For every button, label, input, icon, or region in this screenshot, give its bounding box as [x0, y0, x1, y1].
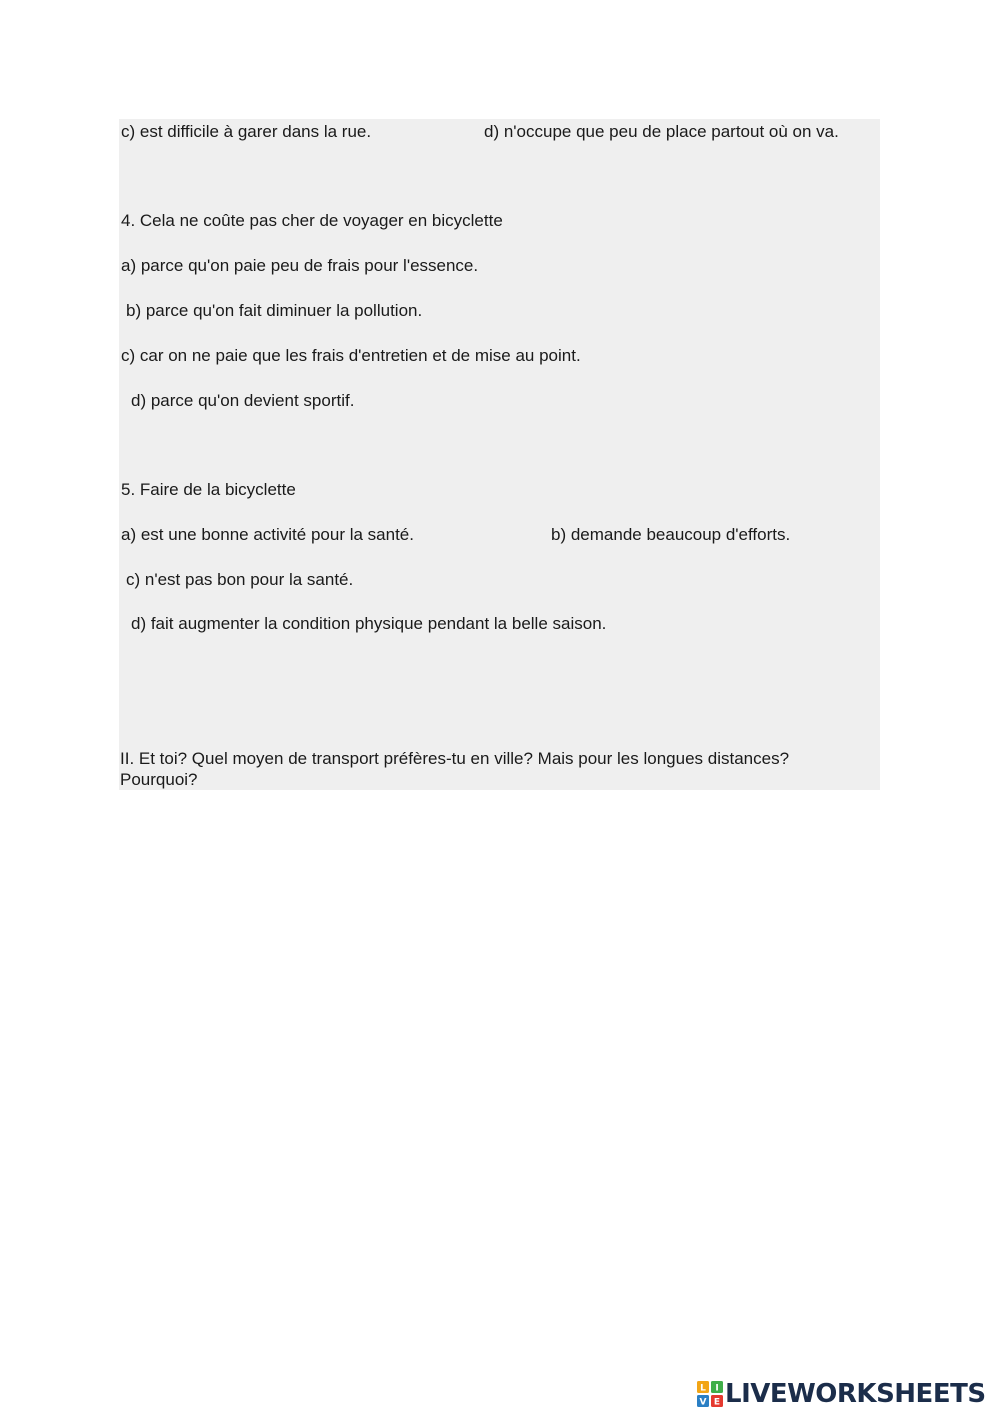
q4-option-b: b) parce qu'on fait diminuer la pollution. [126, 301, 423, 320]
logo-letter-2: I [715, 1383, 719, 1394]
liveworksheets-logo-icon [697, 1381, 723, 1407]
logo-letter-3: V [699, 1397, 707, 1407]
q4-option-c: c) car on ne paie que les frais d'entretien et de mise au point. [121, 346, 581, 365]
q4-option-a: a) parce qu'on paie peu de frais pour l'essence. [121, 256, 479, 275]
worksheet-panel [119, 119, 880, 790]
q3-option-c: c) est difficile à garer dans la rue. [121, 122, 372, 141]
q5-question: 5. Faire de la bicyclette [121, 480, 296, 499]
q5-option-c: c) n'est pas bon pour la santé. [126, 570, 354, 589]
q3-option-d: d) n'occupe que peu de place partout où on va. [484, 122, 839, 141]
logo-letter-1: L [700, 1383, 706, 1394]
liveworksheets-logo [697, 1378, 986, 1410]
q5-option-d: d) fait augmenter la condition physique pendant la belle saison. [131, 614, 607, 633]
logo-letter-4: E [713, 1397, 721, 1407]
q4-question: 4. Cela ne coûte pas cher de voyager en bicyclette [121, 211, 503, 230]
q5-option-b: b) demande beaucoup d'efforts. [551, 525, 791, 544]
q5-option-a: a) est une bonne activité pour la santé. [121, 525, 414, 544]
q4-option-d: d) parce qu'on devient sportif. [131, 391, 355, 410]
part2-question: II. Et toi? Quel moyen de transport préfères-tu en ville? Mais pour les longues distances? Pourquoi? [120, 749, 790, 789]
liveworksheets-logo-text: LIVEWORKSHEETS [725, 1379, 986, 1409]
